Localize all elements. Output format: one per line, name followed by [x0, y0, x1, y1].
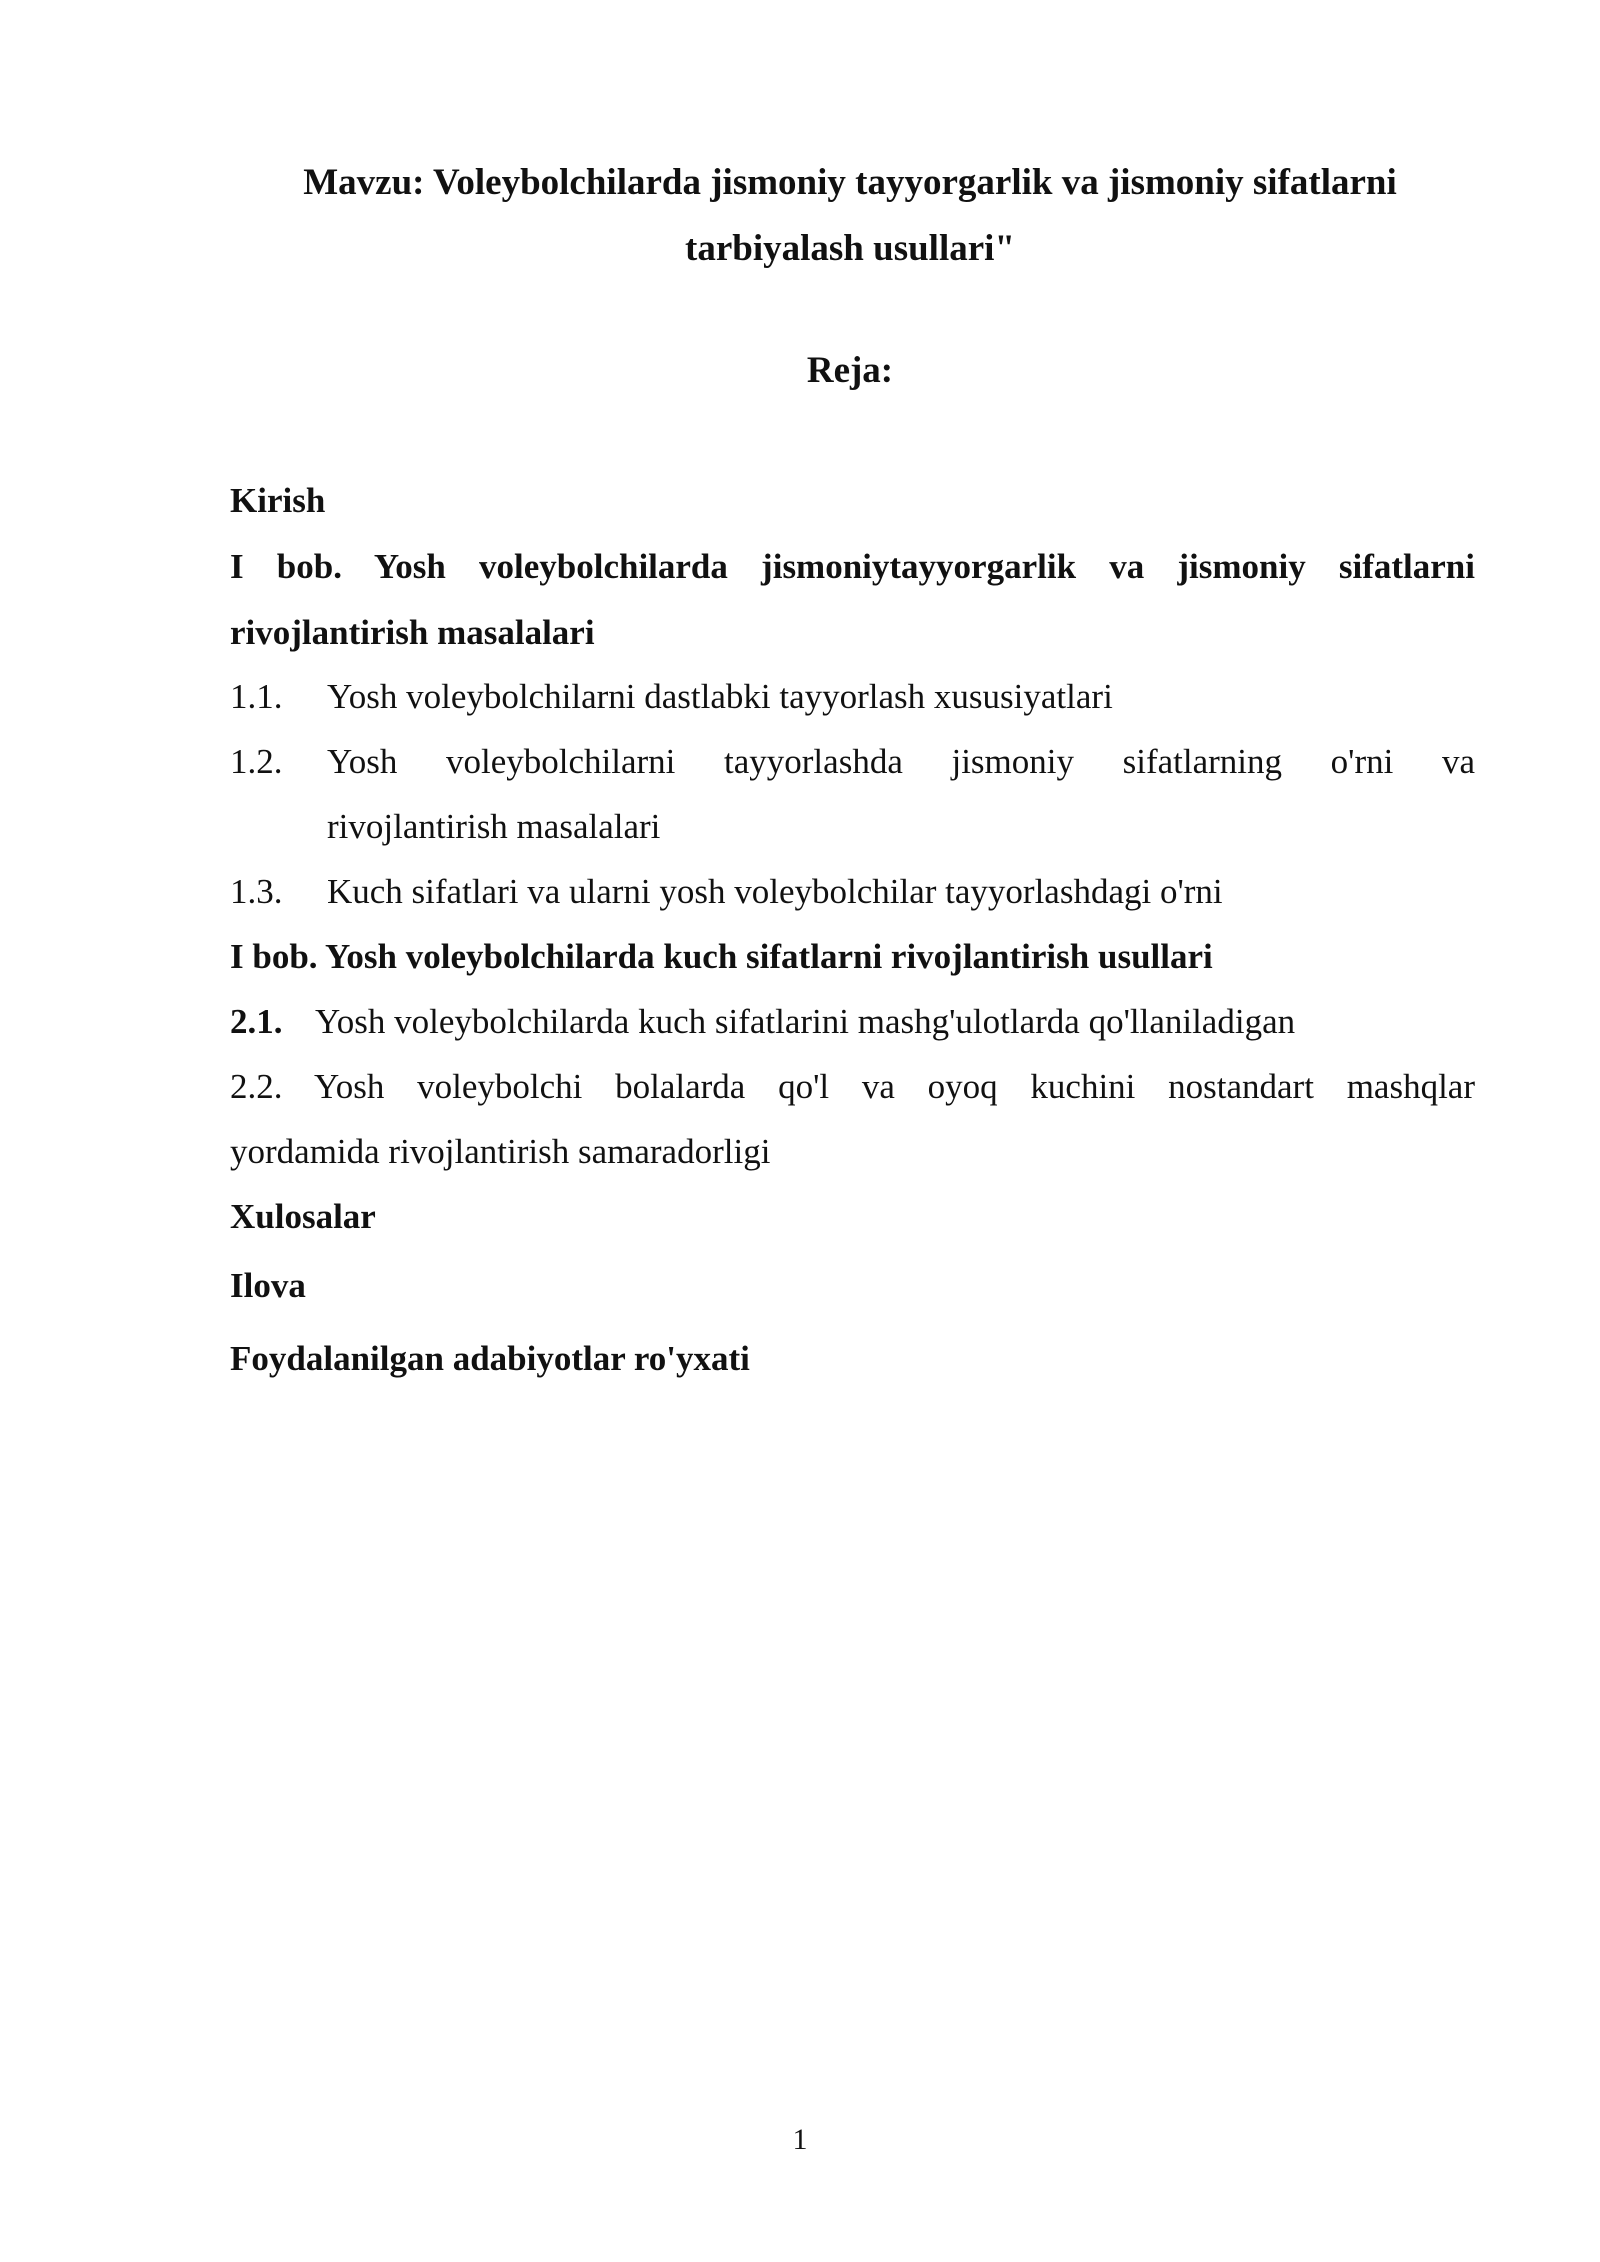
- toc-chapter2: I bob. Yosh voleybolchilarda kuch sifatlarni rivojlantirish usullari: [230, 937, 1213, 976]
- section-text: Yosh voleybolchilarni dastlabki tayyorlash xususiyatlari: [327, 677, 1113, 716]
- toc-section-2-2-line2: yordamida rivojlantirish samaradorligi: [230, 1132, 771, 1171]
- toc-conclusions: Xulosalar: [230, 1197, 376, 1236]
- section-number: 1.1.: [230, 677, 283, 716]
- toc-chapter1-line1: I bob. Yosh voleybolchilarda jismoniytayyorgarlik va jismoniy sifatlarni: [230, 547, 1475, 586]
- section-text: Yosh voleybolchilarda kuch sifatlarini mashg'ulotlarda qo'llaniladigan: [315, 1002, 1296, 1041]
- section-number: 1.3.: [230, 872, 283, 911]
- section-text-line2: rivojlantirish masalalari: [327, 807, 661, 846]
- title-line-2: tarbiyalash usullari": [685, 228, 1015, 269]
- toc-references: Foydalanilgan adabiyotlar ro'yxati: [230, 1339, 750, 1378]
- section-text-line1: Yosh voleybolchilarni tayyorlashda jismoniy sifatlarning o'rni va: [327, 742, 1475, 781]
- toc-section-2-2-line1: 2.2. Yosh voleybolchi bolalarda qo'l va oyoq kuchini nostandart mashqlar: [230, 1067, 1475, 1106]
- plan-heading: Reja:: [806, 350, 894, 391]
- title-line-1: Mavzu: Voleybolchilarda jismoniy tayyorgarlik va jismoniy sifatlarni: [303, 162, 1397, 203]
- toc-intro: Kirish: [230, 481, 326, 520]
- page-number: 1: [792, 2123, 808, 2156]
- section-number: 1.2.: [230, 742, 283, 781]
- section-text: Kuch sifatlari va ularni yosh voleybolchilar tayyorlashdagi o'rni: [327, 872, 1223, 911]
- section-number: 2.1.: [230, 1002, 283, 1041]
- toc-appendix: Ilova: [230, 1266, 306, 1305]
- document-title: [230, 150, 1470, 282]
- toc-chapter1-line2: rivojlantirish masalalari: [230, 613, 595, 652]
